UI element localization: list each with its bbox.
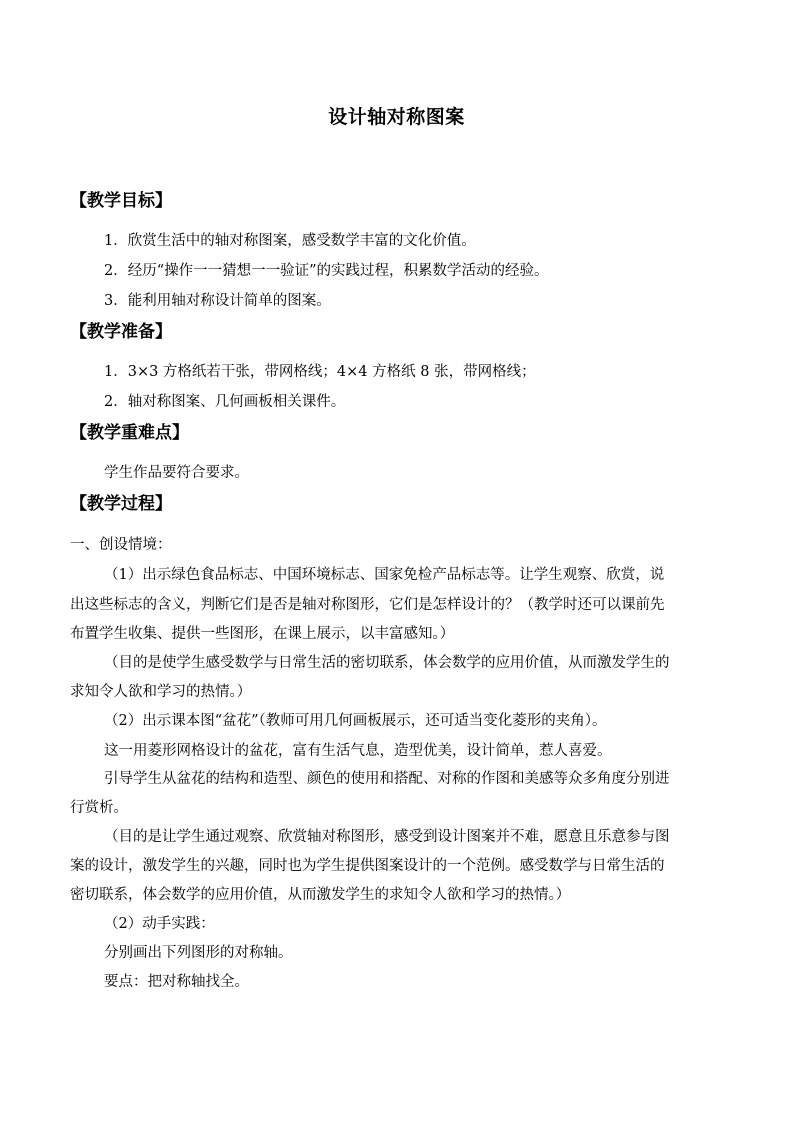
process-line: 要点：把对称轴找全。 (104, 974, 249, 990)
process-line: 布置学生收集、提供一些图形，在课上展示，以丰富感知。） (70, 626, 455, 642)
process-line: （2）动手实践： (104, 916, 215, 932)
process-line: 求知令人欲和学习的热情。） (70, 684, 252, 700)
process-line: （1）出示绿色食品标志、中国环境标志、国家免检产品标志等。让学生观察、欣赏，说 (104, 567, 665, 583)
process-line: （2）出示课本图“盆花”（教师可用几何画板展示，还可适当变化菱形的夹角）。 (104, 713, 607, 729)
section-heading-key-points: 【教学重难点】 (70, 423, 189, 443)
section-heading-goals: 【教学目标】 (70, 191, 172, 211)
process-line: 案的设计，激发学生的兴趣，同时也为学生提供图案设计的一个范例。感受数学与日常生活的 (70, 858, 665, 874)
process-line: 行赏析。 (70, 800, 128, 816)
key-points-text: 学生作品要符合要求。 (104, 465, 249, 481)
section-heading-process: 【教学过程】 (70, 494, 172, 514)
goal-item: 1．欣赏生活中的轴对称图案，感受数学丰富的文化价值。 (104, 233, 476, 249)
goal-item: 3．能利用轴对称设计简单的图案。 (104, 293, 331, 309)
process-line: 这一用菱形网格设计的盆花，富有生活气息，造型优美，设计简单，惹人喜爱。 (104, 743, 612, 759)
preparation-item: 2．轴对称图案、几何画板相关课件。 (104, 394, 346, 410)
document-title: 设计轴对称图案 (328, 106, 465, 128)
process-line: 一、创设情境： (70, 537, 172, 553)
preparation-item: 1．3×3 方格纸若干张，带网格线；4×4 方格纸 8 张，带网格线； (104, 364, 536, 380)
process-line: 密切联系，体会数学的应用价值，从而激发学生的求知令人欲和学习的热情。） (70, 887, 571, 903)
goal-item: 2．经历“操作一一猜想一一验证”的实践过程，积累数学活动的经验。 (104, 263, 549, 279)
section-heading-preparation: 【教学准备】 (70, 322, 172, 342)
process-line: 分别画出下列图形的对称轴。 (104, 945, 293, 961)
process-line: 出这些标志的含义，判断它们是否是轴对称图形，它们是怎样设计的？（教学时还可以课前先 (70, 597, 665, 613)
process-line: （目的是使学生感受数学与日常生活的密切联系，体会数学的应用价值，从而激发学生的 (104, 655, 670, 671)
process-line: 引导学生从盆花的结构和造型、颜色的使用和搭配、对称的作图和美感等众多角度分别进 (104, 771, 670, 787)
process-line: （目的是让学生通过观察、欣赏轴对称图形，感受到设计图案并不难，愿意且乐意参与图 (104, 829, 670, 845)
